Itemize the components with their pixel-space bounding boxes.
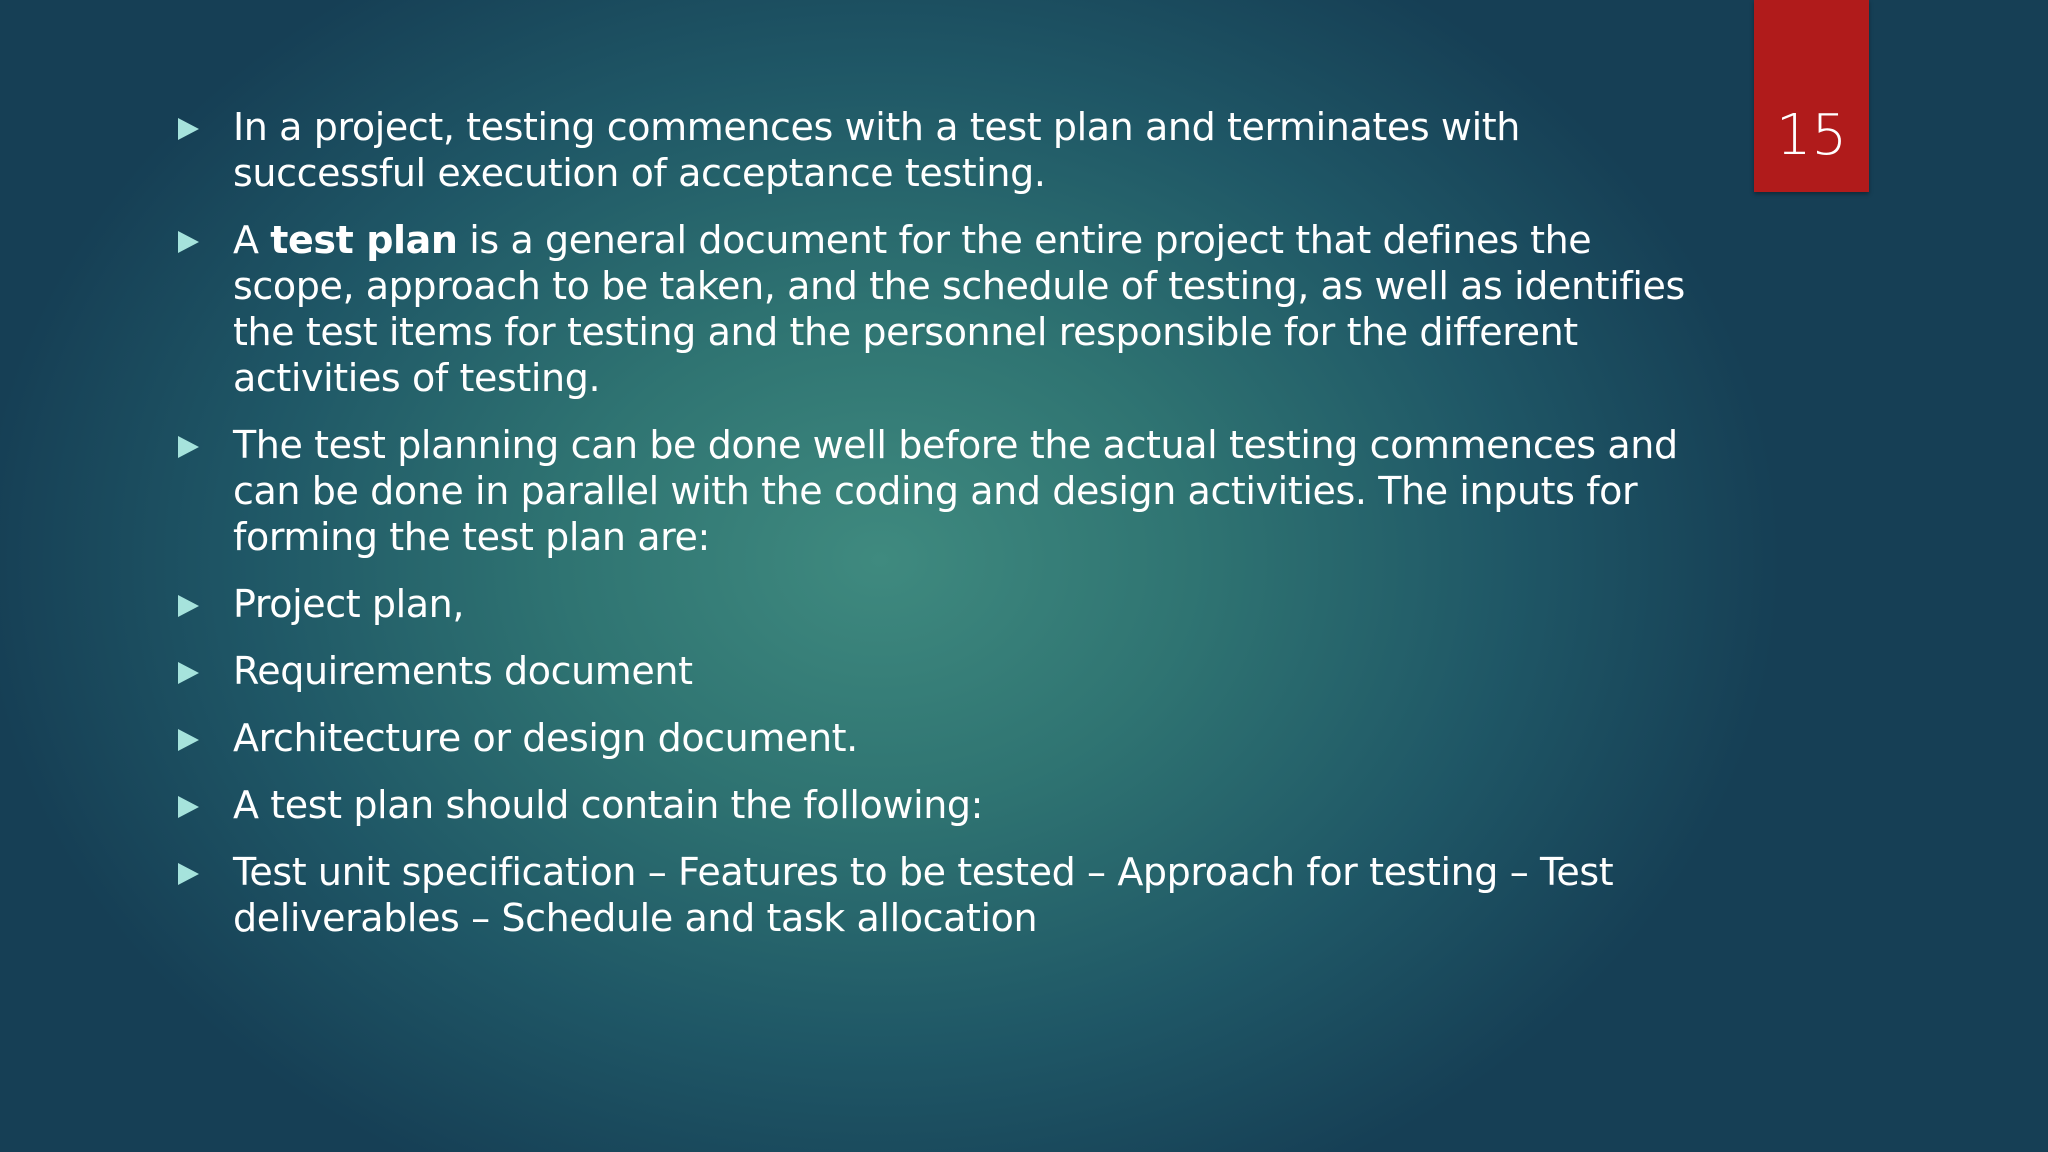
triangle-bullet-icon	[178, 118, 199, 140]
page-number-tab	[1754, 0, 1869, 192]
bullet-item	[174, 782, 1694, 828]
bullet-item	[174, 849, 1694, 941]
triangle-bullet-icon	[178, 436, 199, 458]
bullet-item	[174, 217, 1694, 401]
bullet-text: Project plan,	[233, 582, 465, 626]
bullet-text: A test plan is a general document for the entire project that defines the scope, approach to be taken, and the schedule of testing, as well as identifies the test items for testing and the personnel responsible for the different activities of testing.	[233, 218, 1685, 400]
triangle-bullet-icon	[178, 662, 199, 684]
bullet-item	[174, 422, 1694, 560]
bullet-list	[174, 104, 1694, 962]
bullet-item	[174, 715, 1694, 761]
bullet-text: A test plan should contain the following:	[233, 783, 984, 827]
triangle-bullet-icon	[178, 863, 199, 885]
bullet-text: In a project, testing commences with a test plan and terminates with successful execution of acceptance testing.	[233, 105, 1520, 195]
bullet-text: Architecture or design document.	[233, 716, 858, 760]
page-number: 15	[1775, 103, 1848, 168]
bullet-text: The test planning can be done well before the actual testing commences and can be done in parallel with the coding and design activities. The inputs for forming the test plan are:	[233, 423, 1678, 559]
triangle-bullet-icon	[178, 796, 199, 818]
triangle-bullet-icon	[178, 231, 199, 253]
bullet-text: Test unit specification – Features to be tested – Approach for testing – Test deliverables – Schedule and task allocation	[233, 850, 1614, 940]
triangle-bullet-icon	[178, 729, 199, 751]
bullet-item	[174, 581, 1694, 627]
bullet-item	[174, 104, 1694, 196]
bold-term: test plan	[270, 218, 458, 262]
bullet-item	[174, 648, 1694, 694]
bullet-text: Requirements document	[233, 649, 693, 693]
triangle-bullet-icon	[178, 595, 199, 617]
